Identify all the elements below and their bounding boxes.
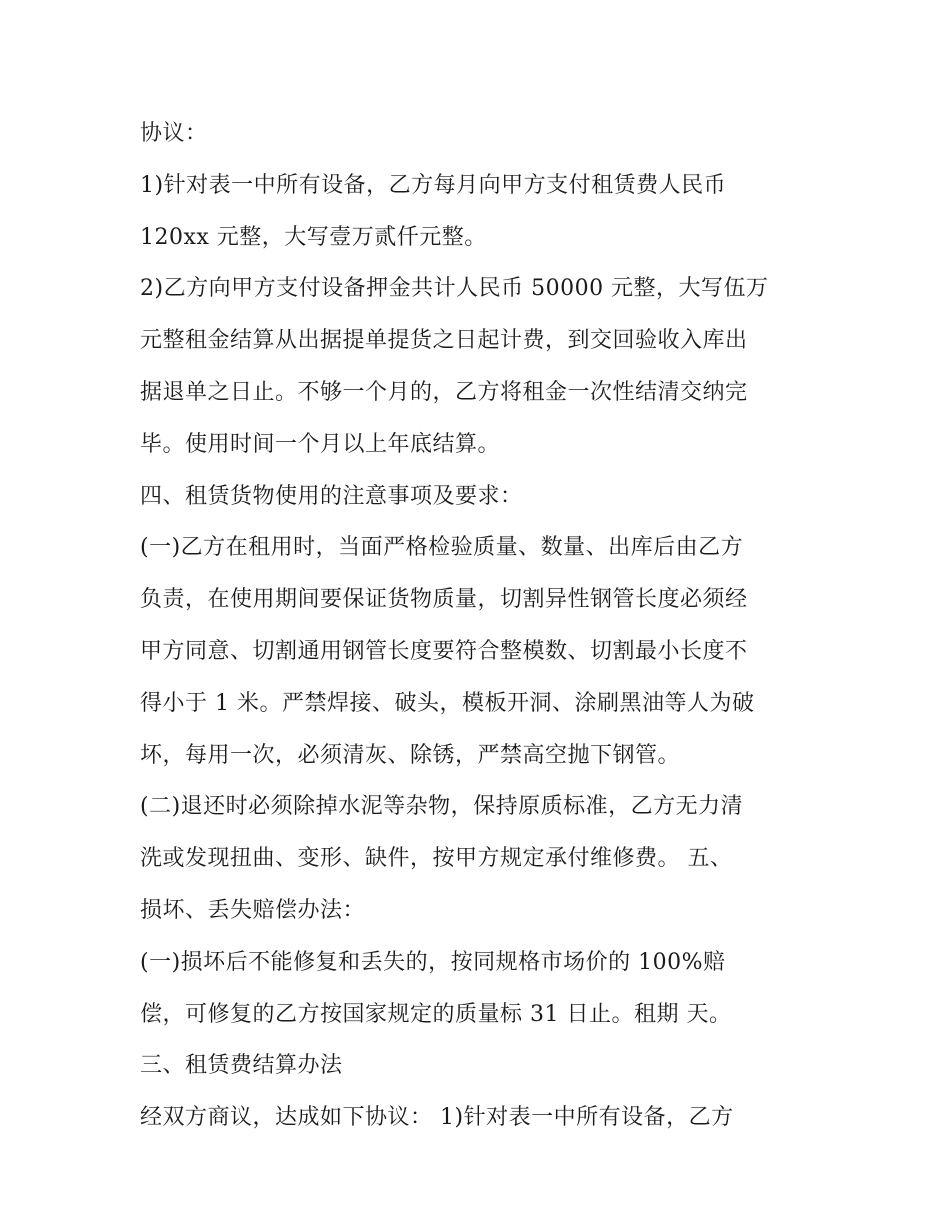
- text-line: 2)乙方向甲方支付设备押金共计人民币 50000 元整，大写伍万: [140, 276, 769, 302]
- text-line: 元整租金结算从出据提单提货之日起计费，到交回验收入库出: [140, 328, 748, 354]
- contract-text-block: [140, 108, 820, 1144]
- text-line: (一)乙方在租用时，当面严格检验质量、数量、出库后由乙方: [140, 535, 744, 561]
- text-line: (二)退还时必须除掉水泥等杂物，保持原质标准，乙方无力清: [140, 794, 744, 820]
- text-line: 甲方同意、切割通用钢管长度要符合整模数、切割最小长度不: [140, 638, 748, 664]
- text-line: 协议：: [140, 121, 208, 146]
- section-heading: 三、租赁费结算办法: [140, 1053, 343, 1079]
- text-line: 据退单之日止。不够一个月的，乙方将租金一次性结清交纳完: [140, 379, 748, 405]
- text-line: 得小于 1 米。严禁焊接、破头，模板开洞、涂刷黑油等人为破: [140, 690, 755, 716]
- text-line: 1)针对表一中所有设备，乙方每月向甲方支付租赁费人民币: [140, 172, 727, 198]
- text-line: 偿，可修复的乙方按国家规定的质量标 31 日止。租期 天。: [140, 1001, 732, 1027]
- section-heading: 四、租赁货物使用的注意事项及要求：: [140, 483, 523, 509]
- text-line: 经双方商议，达成如下协议： 1)针对表一中所有设备，乙方: [140, 1105, 734, 1131]
- text-line: 负责，在使用期间要保证货物质量，切割异性钢管长度必须经: [140, 587, 748, 613]
- text-line: 坏，每用一次，必须清灰、除锈，严禁高空抛下钢管。: [140, 742, 681, 768]
- text-line: 120xx 元整，大写壹万贰仟元整。: [140, 224, 487, 250]
- text-line: 洗或发现扭曲、变形、缺件，按甲方规定承付维修费。 五、: [140, 846, 733, 872]
- section-heading: 损坏、丢失赔偿办法：: [140, 897, 366, 923]
- text-line: (一)损坏后不能修复和丢失的，按同规格市场价的 100%赔: [140, 949, 726, 975]
- text-line: 毕。使用时间一个月以上年底结算。: [140, 431, 501, 457]
